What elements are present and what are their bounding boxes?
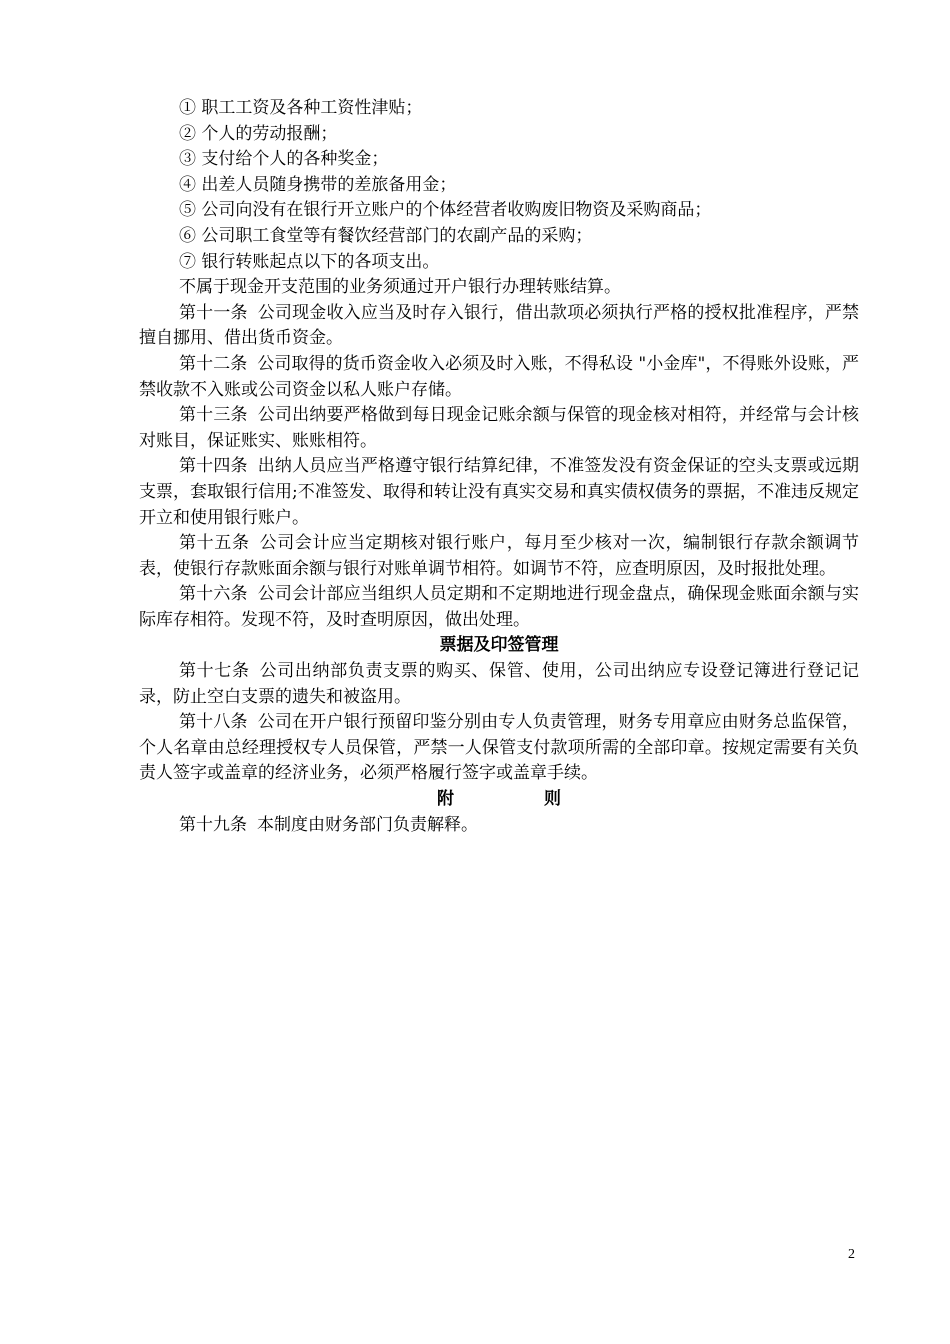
article-label: 第十四条 <box>179 456 248 477</box>
article-15 <box>139 531 859 582</box>
article-label: 第十九条 <box>179 814 247 835</box>
bills-articles <box>139 659 859 787</box>
article-14 <box>139 454 859 531</box>
article-text: 出纳人员应当严格遵守银行结算纪律，不准签发没有资金保证的空头支票或远期支票，套取银行信用;不准签发、取得和转让没有真实交易和真实债权债务的票据，不准违反规定开立和使用银行账户。 <box>139 456 860 528</box>
article-label: 第十三条 <box>179 405 248 426</box>
article-text: 本制度由财务部门负责解释。 <box>257 814 478 835</box>
list-item: ① 职工工资及各种工资性津贴； <box>179 98 423 118</box>
page-number: 2 <box>848 1247 855 1262</box>
article-text: 公司现金收入应当及时存入银行，借出款项必须执行严格的授权批准程序，严禁擅自挪用、借出货币资金。 <box>139 302 860 349</box>
article-text: 公司会计应当定期核对银行账户，每月至少核对一次，编制银行存款余额调节表，使银行存款账面余额与银行对账单调节相符。如调节不符，应查明原因，及时报批处理。 <box>139 533 860 579</box>
article-text: 公司出纳部负责支票的购买、保管、使用，公司出纳应专设登记簿进行登记记录，防止空白支票的遗失和被盗用。 <box>139 661 860 707</box>
article-12 <box>139 352 859 403</box>
list-item: ② 个人的劳动报酬； <box>179 123 338 144</box>
closing-note: 不属于现金开支范围的业务须通过开户银行办理转账结算。 <box>179 277 621 298</box>
payment-scope-list <box>139 96 859 275</box>
article-label: 第十六条 <box>179 584 248 605</box>
article-16 <box>139 582 859 633</box>
article-text: 公司会计部应当组织人员定期和不定期地进行现金盘点，确保现金账面余额与实际库存相符。发现不符，及时查明原因，做出处理。 <box>139 584 860 630</box>
heading-char: 则 <box>544 789 561 810</box>
article-text: 公司出纳要严格做到每日现金记账余额与保管的现金核对相符，并经常与会计核对账目，保证账实、账账相符。 <box>139 405 860 451</box>
list-item: ⑥ 公司职工食堂等有餐饮经营部门的农副产品的采购； <box>179 225 593 246</box>
heading-char: 附 <box>437 789 454 810</box>
article-label: 第十七条 <box>179 661 250 682</box>
list-item: ③ 支付给个人的各种奖金； <box>179 149 389 170</box>
article-text: 公司取得的货币资金收入必须及时入账，不得私设 "小金库"，不得账外设账，严禁收款不入账或公司资金以私人账户存储。 <box>139 353 859 400</box>
list-item: ⑦ 银行转账起点以下的各项支出。 <box>179 251 440 272</box>
article-label: 第十八条 <box>179 712 248 733</box>
article-13 <box>139 403 859 454</box>
supplementary-articles <box>139 813 859 839</box>
article-17 <box>139 659 859 710</box>
section-heading-bills: 票据及印签管理 <box>439 635 559 656</box>
article-text: 公司在开户银行预留印鉴分别由专人负责管理，财务专用章应由财务总监保管，个人名章由总经理授权专人员保管，严禁一人保管支付款项所需的全部印章。按规定需要有关负责人签字或盖章的经济业务，必须严格履行签字或盖章手续。 <box>139 712 860 784</box>
article-label: 第十五条 <box>179 533 250 554</box>
document-body <box>139 96 859 838</box>
cash-articles <box>139 301 859 634</box>
list-item: ⑤ 公司向没有在银行开立账户的个体经营者收购废旧物资及采购商品； <box>179 200 712 221</box>
article-18 <box>139 710 859 787</box>
list-item: ④ 出差人员随身携带的差旅备用金； <box>179 174 457 195</box>
article-label: 第十二条 <box>179 353 248 374</box>
article-label: 第十一条 <box>179 302 248 323</box>
article-11 <box>139 301 859 352</box>
section-heading-supplementary <box>139 787 859 813</box>
article-19 <box>139 813 859 839</box>
